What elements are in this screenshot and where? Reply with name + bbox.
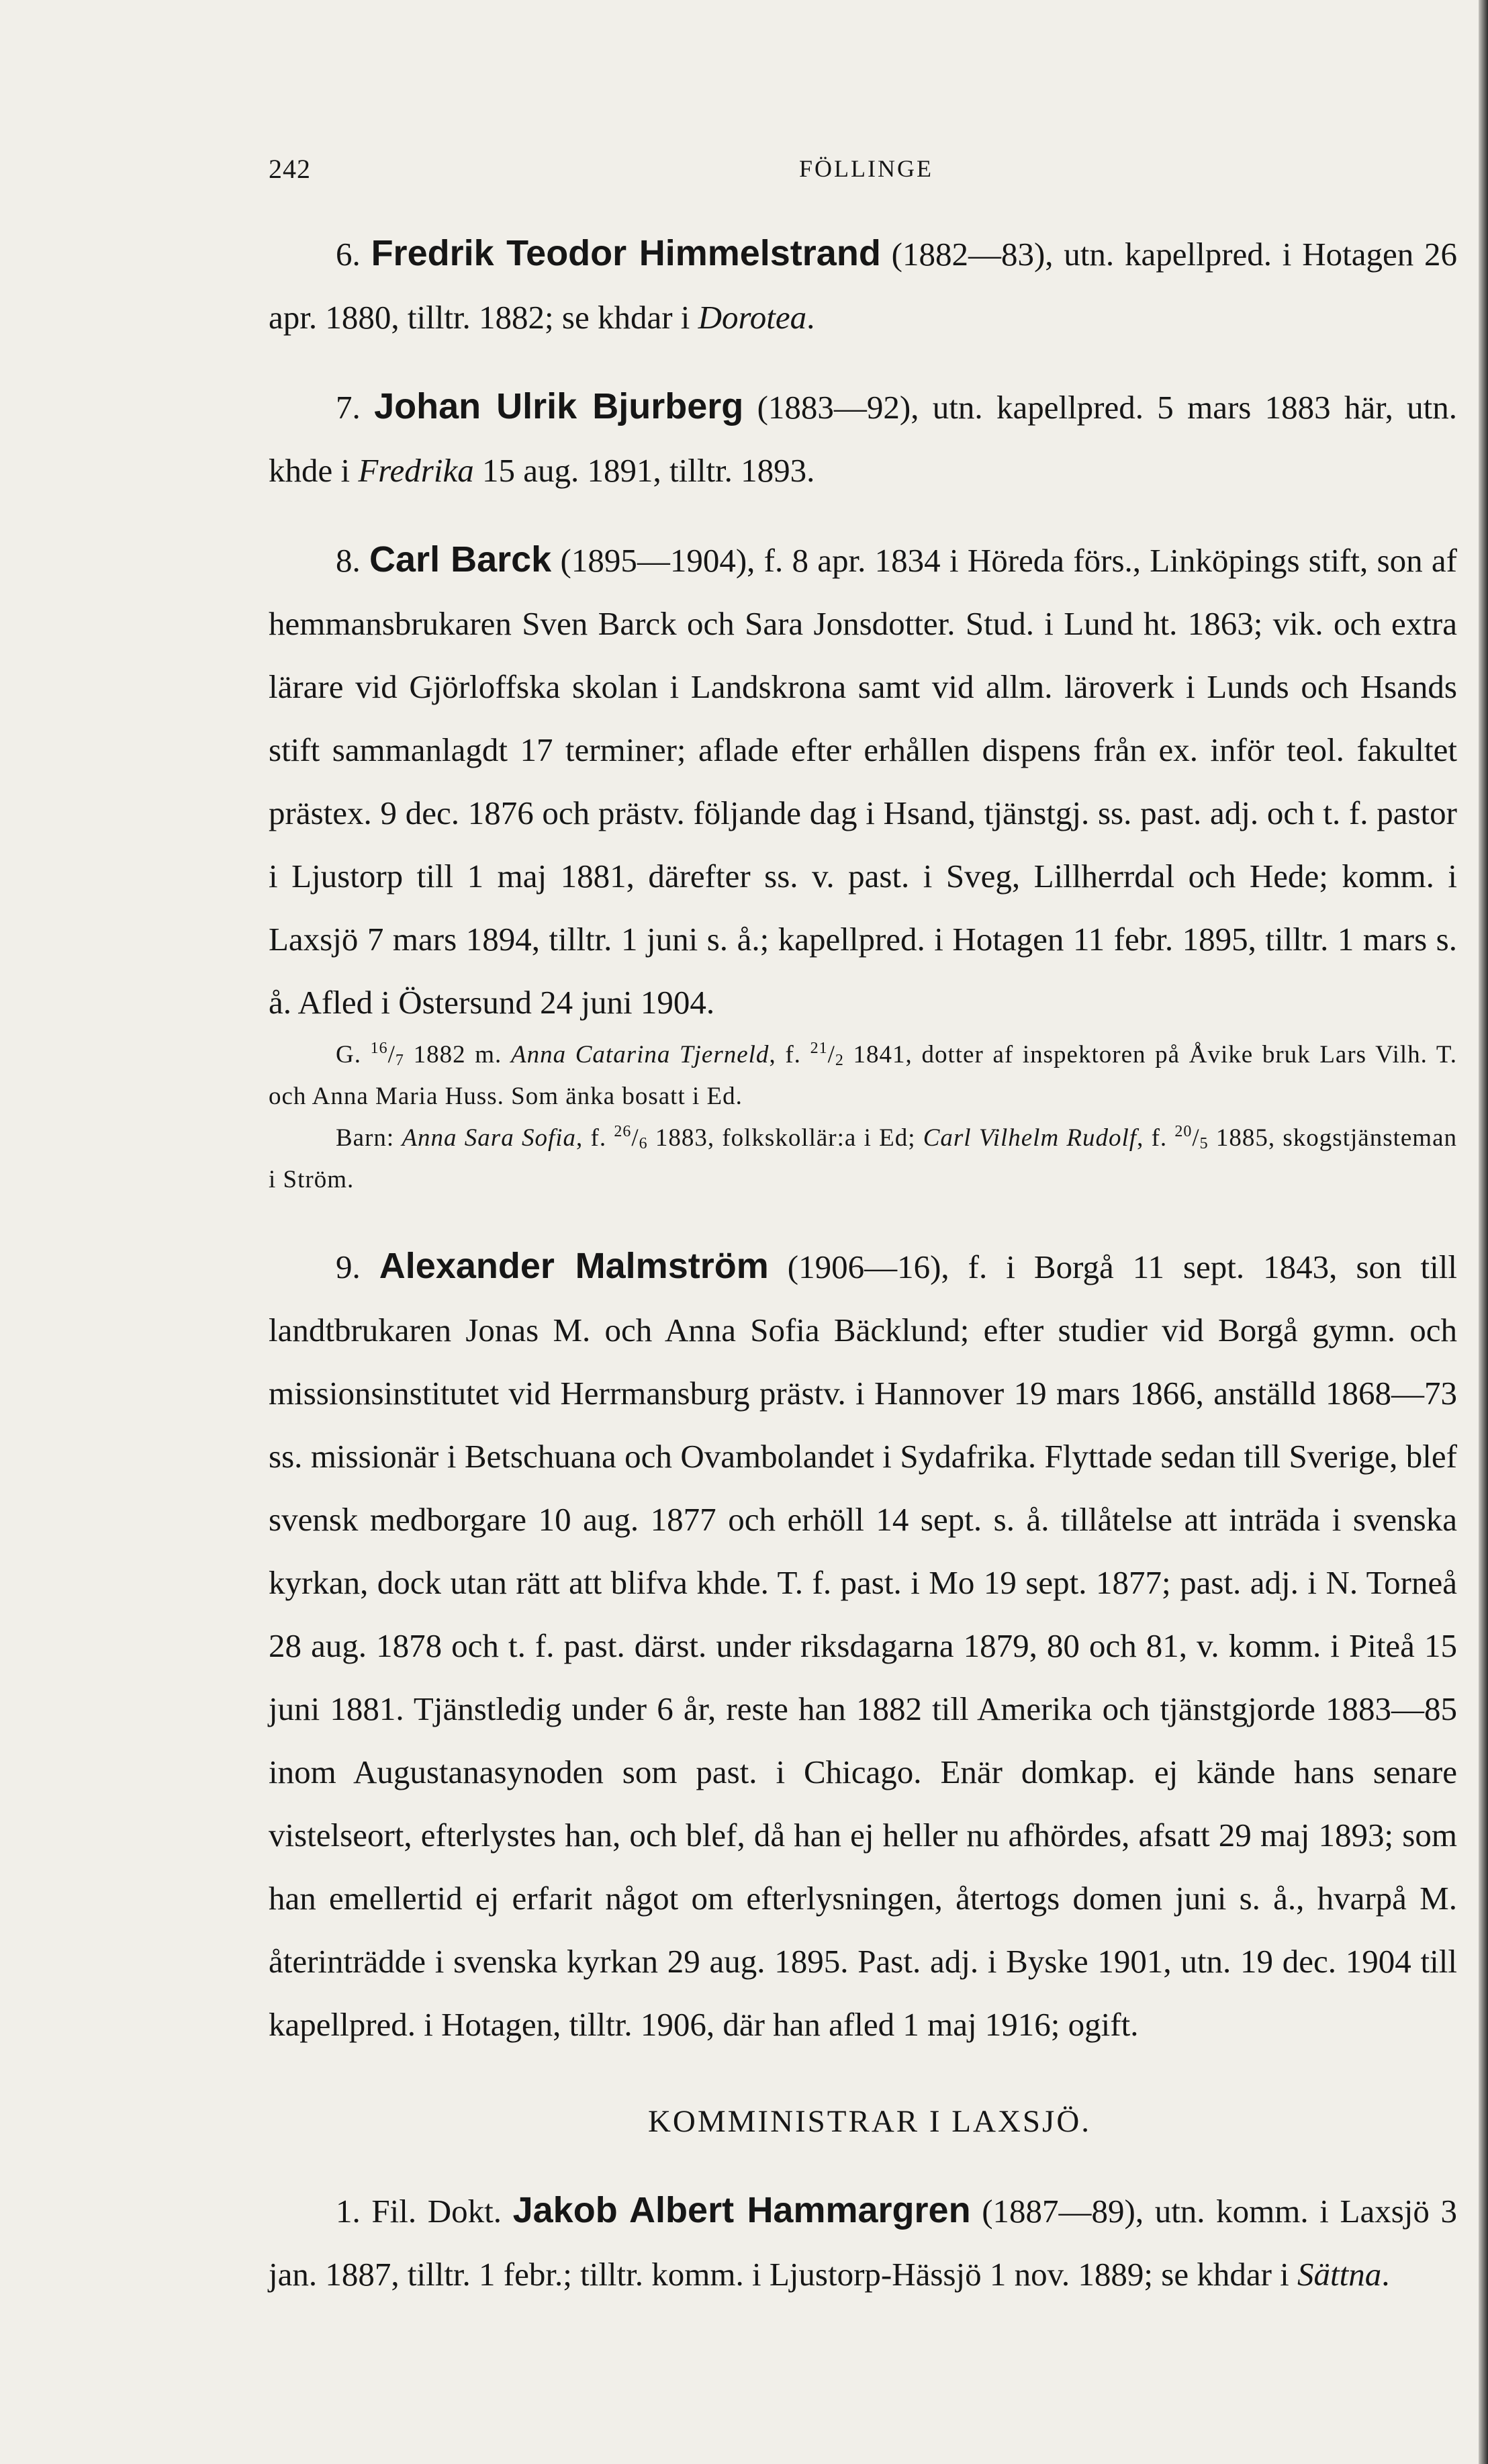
entry-6 <box>269 222 1457 349</box>
entry-number: 8. <box>336 542 361 579</box>
place-name: Fredrika <box>358 452 474 489</box>
page-edge-shadow <box>1479 0 1488 2464</box>
page-header <box>269 153 1457 193</box>
note-text: 1883, folkskollär:a i Ed; <box>647 1124 923 1152</box>
page-number: 242 <box>269 154 311 184</box>
page-body <box>269 222 1457 2306</box>
entry-text-end: . <box>806 299 815 336</box>
date-month: 5 <box>1199 1135 1209 1152</box>
note-text: Barn: <box>336 1124 402 1152</box>
entry-text: (1895—1904), f. 8 apr. 1834 i Höreda förs., Linköpings stift, son af hemmansbrukaren Sven Barck och Sara Jonsdotter. Stud. i Lund ht. 1863; vik. och extra lärare vid Gjörloffska skolan i Landskrona samt vid allm. läroverk i Lunds och Hsands stift sammanlagdt 17 terminer; aflade efter erhållen dispens från ex. inför teol. fakultet prästex. 9 dec. 1876 och prästv. följande dag i Hsand, tjänstgj. ss. past. adj. och t. f. pastor i Ljustorp till 1 maj 1881, därefter ss. v. past. i Sveg, Lillherrdal och Hede; komm. i Laxsjö 7 mars 1894, tilltr. 1 juni s. å.; kapellpred. i Hotagen 11 febr. 1895, tilltr. 1 mars s. å. Afled i Östersund 24 juni 1904. <box>269 542 1457 1021</box>
entry-number: 7. <box>336 389 361 426</box>
place-name: Sättna <box>1297 2256 1382 2293</box>
entry-number: 1. <box>336 2193 361 2230</box>
child-name: Anna Sara Sofia <box>402 1124 576 1152</box>
entry-text-end: . <box>1381 2256 1390 2293</box>
entry-8 <box>269 528 1457 1034</box>
entry-text: (1882—83), utn. kapellpred. i Hotagen 26 apr. 1880, tilltr. 1882; se khdar i <box>269 236 1458 336</box>
note-text: 1885, skogstjänsteman i Ström. <box>269 1124 1457 1193</box>
note-text: , f. <box>576 1124 614 1152</box>
entry-name: Fredrik Teodor Himmelstrand <box>371 233 881 273</box>
date-day: 21 <box>810 1040 828 1057</box>
entry-name: Jakob Albert Hammargren <box>512 2190 971 2230</box>
child-name: Carl Vilhelm Rudolf <box>923 1124 1137 1152</box>
date-month: 2 <box>835 1052 844 1069</box>
entry-8-children-note: Barn: Anna Sara Sofia, f. $^{26}/_6$ 1883, folkskollär:a i Ed; Carl Vilhelm Rudolf, f. $^{20}/_5$ 1885, skogstjänsteman i Ström. <box>269 1123 1457 1193</box>
note-text: , f. <box>769 1041 810 1068</box>
date-day: 16 <box>370 1040 388 1057</box>
place-name: Dorotea <box>698 299 807 336</box>
note-text: G. <box>336 1041 371 1068</box>
section-entry-1 <box>269 2179 1457 2306</box>
entry-name: Carl Barck <box>369 539 552 580</box>
entry-text: (1906—16), f. i Borgå 11 sept. 1843, son till landtbrukaren Jonas M. och Anna Sofia Bäcklund; efter studier vid Borgå gymn. och missionsinstitutet vid Herrmansburg prästv. i Hannover 19 mars 1866, anställd 1868—73 ss. missionär i Betschuana och Ovambolandet i Sydafrika. Flyttade sedan till Sverige, blef svensk medborgare 10 aug. 1877 och erhöll 14 sept. s. å. tillåtelse att inträda i svenska kyrkan, dock utan rätt att blifva khde. T. f. past. i Mo 19 sept. 1877; past. adj. i N. Torneå 28 aug. 1878 och t. f. past. därst. under riksdagarna 1879, 80 och 81, v. komm. i Piteå 15 juni 1881. Tjänstledig under 6 år, reste han 1882 till Amerika och tjänstgjorde 1883—85 inom Augustanasynoden som past. i Chicago. Enär domkap. ej kände hans senare vistelseort, efterlystes han, och blef, då han ej heller nu afhördes, afsatt 29 maj 1893; som han emellertid ej erfarit något om efterlysningen, återtogs domen juni s. å., hvarpå M. återinträdde i svenska kyrkan 29 aug. 1895. Past. adj. i Byske 1901, utn. 19 dec. 1904 till kapellpred. i Hotagen, tilltr. 1906, där han afled 1 maj 1916; ogift. <box>269 1248 1458 2043</box>
entry-name: Alexander Malmström <box>379 1246 769 1286</box>
entry-8-marriage-note: G. $^{16}/_7$ 1882 m. Anna Catarina Tjerneld, f. $^{21}/_2$ 1841, dotter af inspektoren på Åvike bruk Lars Vilh. T. och Anna Maria Huss. Som änka bosatt i Ed. <box>269 1040 1457 1110</box>
entry-text: (1883—92), utn. kapellpred. 5 mars 1883 här, utn. khde i <box>269 389 1458 489</box>
entry-text-end: 15 aug. 1891, tilltr. 1893. <box>473 452 815 489</box>
entry-7 <box>269 375 1457 502</box>
entry-name: Johan Ulrik Bjurberg <box>374 386 744 426</box>
note-text: , f. <box>1137 1124 1175 1152</box>
note-text: 1882 m. <box>404 1041 511 1068</box>
note-text: 1841, dotter af inspektoren på Åvike bruk Lars Vilh. T. och Anna Maria Huss. Som änka bosatt i Ed. <box>269 1041 1457 1110</box>
running-title: FÖLLINGE <box>799 155 933 182</box>
date-month: 7 <box>395 1052 404 1069</box>
spouse-name: Anna Catarina Tjerneld <box>510 1041 770 1068</box>
entry-text: (1887—89), utn. komm. i Laxsjö 3 jan. 1887, tilltr. 1 febr.; tilltr. komm. i Ljustorp-Hässjö 1 nov. 1889; se khdar i <box>269 2193 1458 2293</box>
date-day: 26 <box>614 1123 632 1140</box>
section-heading: KOMMINISTRAR I LAXSJÖ. <box>647 2104 1092 2139</box>
date-month: 6 <box>639 1135 648 1152</box>
entry-title-prefix: Fil. Dokt. <box>371 2193 513 2230</box>
entry-number: 9. <box>336 1248 361 1285</box>
date-day: 20 <box>1174 1123 1193 1140</box>
entry-number: 6. <box>336 236 361 273</box>
entry-9 <box>269 1234 1457 2056</box>
